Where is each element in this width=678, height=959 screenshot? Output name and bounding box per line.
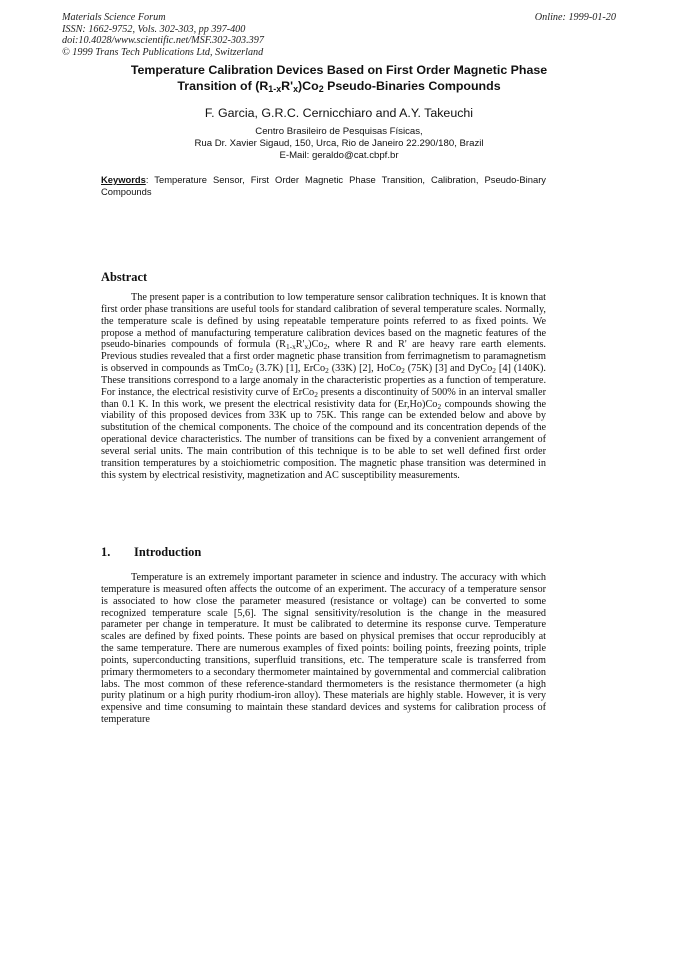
abstract-text: (33K) [2], HoCo [328, 363, 402, 375]
abstract-section [101, 292, 546, 482]
abstract-text: presents a discontinuity of 500% in an interval smaller than 0.1 K. In this work, we present the electrical resistivity data for (Er,Ho)Co [101, 386, 546, 410]
formula-subscript: 2 [323, 342, 328, 352]
abstract-text: compounds showing the viability of this proposed devices from 33K up to 75K. This range can be extended below and above by substitution of the chemical components. The choice of the compound and its concentration depends of the operational device characteristics. The number of transitions can be fixed by a convenient arrangement of several serial units. The main contribution of this technique is to be able to set well defined first order transition temperatures by a stoichiometric composition. The magnetic phase transition was determined in this system by electrical resistivity, magnetization and AC susceptibility measurements. [101, 398, 546, 481]
affiliation [80, 126, 598, 161]
online-date: Online: 1999-01-20 [534, 12, 616, 23]
abstract-paragraph [101, 292, 546, 482]
introduction-section [101, 572, 546, 726]
abstract-text: (3.7K) [1], ErCo [253, 363, 326, 375]
formula-subscript: 2 [401, 365, 405, 375]
introduction-paragraph: Temperature is an extremely important parameter in science and industry. The accuracy with which temperature is measured often affects the outcome of an experiment. The accuracy of a temperature sensor is associated to how close the parameter measured (resistance or voltage) can be converted to some recognized temperature scale [5,6]. The signal sensitivity/resolution is the change in the measured parameter per change in temperature. It must be calibrated to determine its response curve. Temperature scales are defined by fixed points. These points are based on physical premises that occur reproducibly at the same temperature. There are numerous examples of fixed points: boiling points, freezing points, triple points, superconducting transitions, superfluid transitions, etc. The temperature scale is transferred from primary thermometers to a secondary thermometer maintained by governmental and commercial calibration labs. The most common of these reference-standard thermometers is the resistance thermometer (a high purity platinum or a high purity rhodium-iron alloy). These materials are highly stable. However, it is very expensive and time consuming to maintain these standard devices and systems for calibration process of temperature [101, 572, 546, 726]
abstract-text: , where R and R' are heavy rare earth elements. Previous studies revealed that a first order magnetic phase transition from ferrimagnetism to paramagnetism is observed in compounds as TmCo [101, 339, 546, 375]
title-text: R' [281, 78, 294, 93]
title-subscript: 2 [318, 83, 324, 94]
formula-subscript: 2 [249, 365, 254, 375]
abstract-text: R' [295, 339, 305, 351]
contact-email[interactable]: E-Mail: geraldo@cat.cbpf.br [279, 149, 399, 161]
formula-subscript: x [304, 342, 309, 352]
abstract-heading: Abstract [101, 270, 148, 284]
formula-subscript: 2 [492, 365, 496, 375]
keywords-label: Keywords [101, 174, 146, 185]
formula-subscript: 2 [325, 365, 329, 375]
formula-subscript: 1-x [285, 342, 296, 352]
abstract-text: [4] (140K). These transitions correspond to a large anomaly in the characteristic properties as a function of temperature. For instance, the electrical resistivity curve of ErCo [101, 363, 546, 398]
title-subscript: x [293, 83, 299, 94]
title-line-2 [90, 79, 588, 95]
author-list: F. Garcia, G.R.C. Cernicchiaro and A.Y. Takeuchi [204, 106, 474, 120]
title-text: )Co [298, 78, 319, 93]
abstract-text: (75K) [3] and DyCo [404, 363, 493, 375]
journal-header [62, 12, 264, 58]
copyright-line: © 1999 Trans Tech Publications Ltd, Switzerland [62, 46, 264, 58]
section-number: 1. [101, 545, 111, 559]
title-text: Transition of (R [177, 78, 269, 93]
title-text: Pseudo-Binaries Compounds [323, 78, 501, 93]
journal-name: Materials Science Forum [62, 12, 166, 23]
doi-line[interactable]: doi:10.4028/www.scientific.net/MSF.302-303.397 [62, 35, 264, 47]
formula-subscript: 2 [437, 401, 442, 411]
affiliation-address: Rua Dr. Xavier Sigaud, 150, Urca, Rio de Janeiro 22.290/180, Brazil [194, 137, 484, 149]
abstract-text: The present paper is a contribution to low temperature sensor calibration techniques. It is known that first order phase transitions are useful tools for standard calibration of several temperature scales. Normally, the temperature scale is defined by using repeatable temperature points referred to as fixed points. We propose a method of manufacturing temperature calibration devices based on the magnetic features of the pseudo-binaries compounds of formula (R [101, 292, 546, 351]
issn-line: ISSN: 1662-9752, Vols. 302-303, pp 397-400 [62, 23, 246, 35]
keywords-text: : Temperature Sensor, First Order Magnetic Phase Transition, Calibration, Pseudo-Binary Compounds [101, 174, 546, 197]
keywords-block [101, 174, 546, 197]
title-subscript: 1-x [268, 83, 282, 94]
section-heading-introduction [101, 545, 201, 560]
affiliation-institution: Centro Brasileiro de Pesquisas Físicas, [255, 126, 423, 137]
section-title: Introduction [134, 545, 202, 559]
formula-subscript: 2 [314, 389, 318, 399]
title-line-1: Temperature Calibration Devices Based on First Order Magnetic Phase [130, 63, 548, 77]
abstract-text: )Co [308, 339, 324, 351]
paper-title [90, 63, 588, 94]
